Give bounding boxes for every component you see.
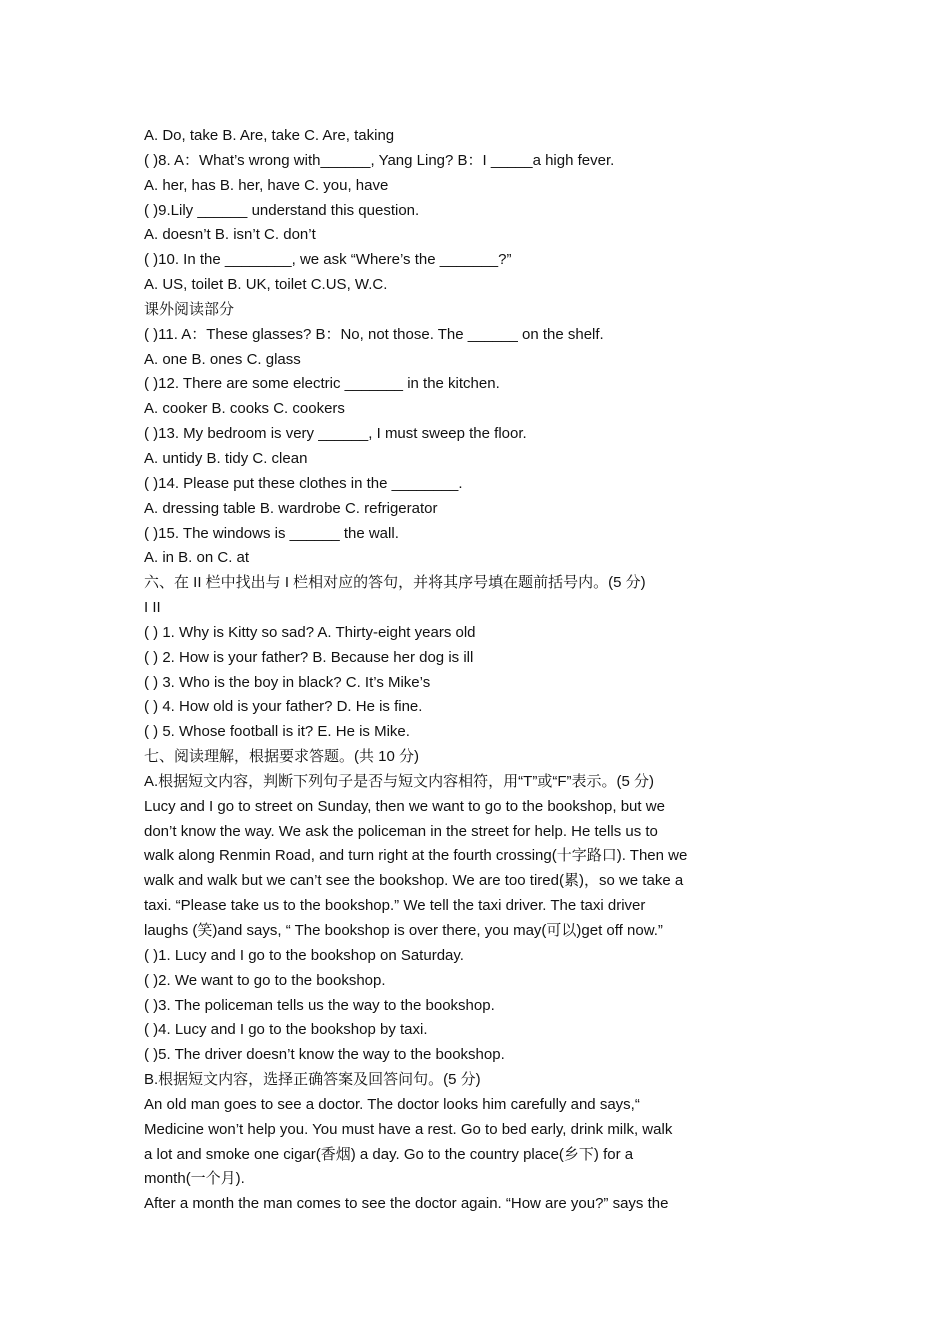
question-12-options: A. cooker B. cooks C. cookers xyxy=(144,400,345,418)
tf-statement-3: ( )3. The policeman tells us the way to the bookshop. xyxy=(144,996,495,1014)
question-8: ( )8. A：What’s wrong with______, Yang Ling? B：I _____a high fever. xyxy=(144,151,615,169)
match-item-1: ( ) 1. Why is Kitty so sad? A. Thirty-eight years old xyxy=(144,623,476,641)
question-13: ( )13. My bedroom is very ______, I must sweep the floor. xyxy=(144,425,527,443)
passage-a-line-3: walk along Renmin Road, and turn right at the fourth crossing(十字路口). Then we xyxy=(144,847,688,865)
passage-b-line-4: month(一个月). xyxy=(144,1170,245,1188)
question-11: ( )11. A：These glasses? B：No, not those. The ______ on the shelf. xyxy=(144,325,604,343)
question-15: ( )15. The windows is ______ the wall. xyxy=(144,524,399,542)
section-six-heading: 六、在 II 栏中找出与 I 栏相对应的答句，并将其序号填在题前括号内。(5 分) xyxy=(144,574,646,592)
passage-b-line-5: After a month the man comes to see the doctor again. “How are you?” says the xyxy=(144,1195,669,1213)
question-9: ( )9.Lily ______ understand this question. xyxy=(144,201,420,219)
passage-b-line-2: Medicine won’t help you. You must have a rest. Go to bed early, drink milk, walk xyxy=(144,1120,673,1138)
passage-a-line-1: Lucy and I go to street on Sunday, then we want to go to the bookshop, but we xyxy=(144,797,665,815)
document-body xyxy=(144,124,844,1217)
question-7-options: A. Do, take B. Are, take C. Are, taking xyxy=(144,127,395,144)
section-heading-extracurricular: 课外阅读部分 xyxy=(144,300,235,318)
question-8-options: A. her, has B. her, have C. you, have xyxy=(144,176,389,194)
passage-a-line-4: walk and walk but we can’t see the bookshop. We are too tired(累)，so we take a xyxy=(144,872,684,890)
question-13-options: A. untidy B. tidy C. clean xyxy=(144,449,308,467)
question-12: ( )12. There are some electric _______ in the kitchen. xyxy=(144,375,500,393)
passage-a-line-5: taxi. “Please take us to the bookshop.” We tell the taxi driver. The taxi driver xyxy=(144,897,646,915)
passage-a-line-2: don’t know the way. We ask the policeman in the street for help. He tells us to xyxy=(144,822,658,840)
match-item-5: ( ) 5. Whose football is it? E. He is Mike. xyxy=(144,723,410,741)
passage-a-line-6: laughs (笑)and says, “ The bookshop is over there, you may(可以)get off now.” xyxy=(144,922,663,939)
match-item-3: ( ) 3. Who is the boy in black? C. It’s Mike’s xyxy=(144,673,431,691)
question-10: ( )10. In the ________, we ask “Where’s the _______?” xyxy=(144,251,512,269)
question-10-options: A. US, toilet B. UK, toilet C.US, W.C. xyxy=(144,276,388,294)
question-11-options: A. one B. ones C. glass xyxy=(144,350,301,368)
match-item-2: ( ) 2. How is your father? B. Because her dog is ill xyxy=(144,648,474,666)
question-15-options: A. in B. on C. at xyxy=(144,549,250,567)
tf-statement-4: ( )4. Lucy and I go to the bookshop by taxi. xyxy=(144,1021,428,1039)
match-item-4: ( ) 4. How old is your father? D. He is fine. xyxy=(144,698,423,716)
tf-statement-5: ( )5. The driver doesn’t know the way to the bookshop. xyxy=(144,1046,505,1064)
part-a-instructions: A.根据短文内容，判断下列句子是否与短文内容相符，用“T”或“F”表示。(5 分) xyxy=(144,772,654,790)
question-14: ( )14. Please put these clothes in the ________. xyxy=(144,474,463,492)
column-headers: I II xyxy=(144,599,161,617)
question-14-options: A. dressing table B. wardrobe C. refrigerator xyxy=(144,499,438,517)
tf-statement-2: ( )2. We want to go to the bookshop. xyxy=(144,971,386,989)
tf-statement-1: ( )1. Lucy and I go to the bookshop on Saturday. xyxy=(144,946,464,964)
passage-b-line-3: a lot and smoke one cigar(香烟) a day. Go to the country place(乡下) for a xyxy=(144,1145,634,1163)
passage-b-line-1: An old man goes to see a doctor. The doctor looks him carefully and says,“ xyxy=(144,1095,640,1113)
section-seven-heading: 七、阅读理解，根据要求答题。(共 10 分) xyxy=(144,748,420,766)
question-9-options: A. doesn’t B. isn’t C. don’t xyxy=(144,226,316,244)
part-b-instructions: B.根据短文内容，选择正确答案及回答问句。(5 分) xyxy=(144,1071,481,1089)
